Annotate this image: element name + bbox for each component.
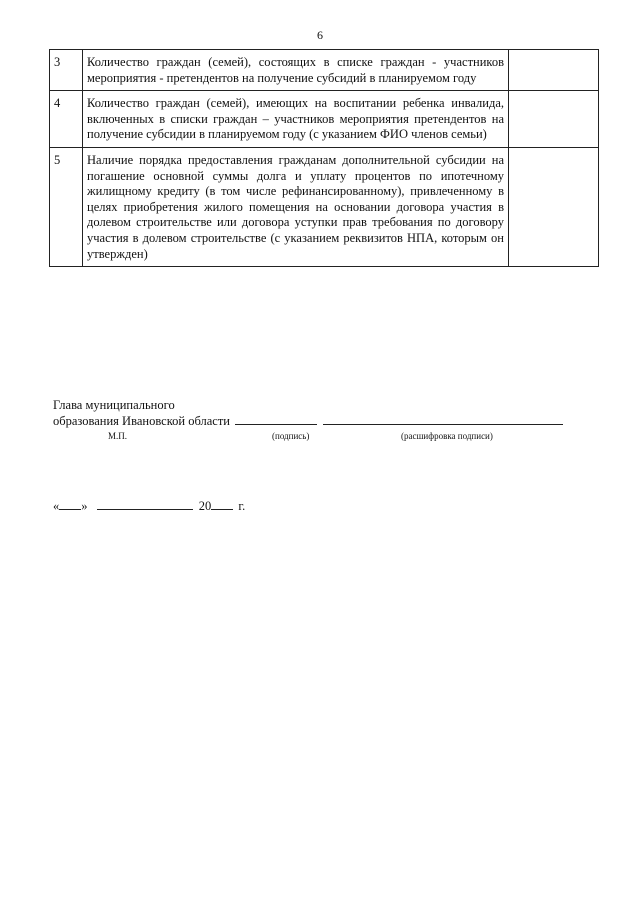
year-suffix: г. — [238, 499, 246, 513]
decoding-line[interactable] — [323, 413, 563, 425]
signatory-title-line2-row — [53, 413, 603, 429]
row-number: 5 — [50, 147, 83, 266]
date-line — [53, 498, 245, 514]
year-prefix: 20 — [198, 499, 212, 513]
criteria-table — [49, 49, 599, 267]
table-row — [50, 50, 599, 91]
year-blank[interactable] — [211, 498, 233, 510]
table-row — [50, 147, 599, 266]
signature-caption: (подпись) — [272, 431, 310, 441]
decoding-caption: (расшифровка подписи) — [401, 431, 493, 441]
signatory-title-line2: образования Ивановской области — [53, 414, 230, 428]
signature-line[interactable] — [235, 413, 317, 425]
row-value-cell[interactable] — [509, 91, 599, 148]
date-close-quote: » — [81, 499, 88, 513]
signatory-title-line1: Глава муниципального — [53, 398, 175, 412]
row-number: 4 — [50, 91, 83, 148]
date-open-quote: « — [53, 499, 60, 513]
row-number: 3 — [50, 50, 83, 91]
signature-block — [53, 398, 603, 443]
stamp-label: М.П. — [108, 431, 128, 441]
row-value-cell[interactable] — [509, 50, 599, 91]
row-text: Наличие порядка предоставления гражданам дополнительной субсидии на погашение основной суммы долга и уплату процентов по ипотечному жилищному кредиту (в том числе рефинансированному), привлеченному в целях приобретения жилого помещения на основании договора участия в долевом строительстве или договора уступки прав требования по договору участия в долевом строительстве (с указанием реквизитов НПА, которым он утвержден) — [83, 147, 509, 266]
page-number: 6 — [317, 28, 323, 42]
signature-captions — [53, 429, 603, 443]
row-text: Количество граждан (семей), состоящих в списке граждан - участников мероприятия - претендентов на получение субсидий в планируемом году — [83, 50, 509, 91]
month-blank[interactable] — [97, 498, 193, 510]
row-text: Количество граждан (семей), имеющих на воспитании ребенка инвалида, включенных в списки граждан – участников мероприятия претендентов на получение субсидии в планируемом году (с указанием ФИО членов семьи) — [83, 91, 509, 148]
row-value-cell[interactable] — [509, 147, 599, 266]
day-blank[interactable] — [59, 498, 81, 510]
table-row — [50, 91, 599, 148]
